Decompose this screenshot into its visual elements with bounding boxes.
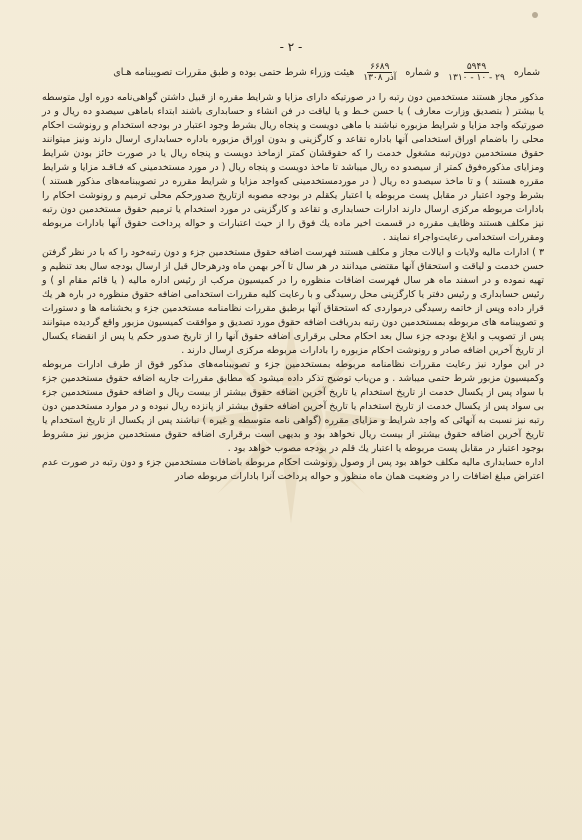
header-suffix: هیئت وزراء شرط حتمی بوده و طبق مقررات تصویبنامه هـای [113, 67, 355, 78]
punch-mark [532, 12, 538, 18]
paragraph-1: مذکور مجاز هستند مستخدمین دون رتبه را در صورتیکه دارای مزایا و شرایط مقرره از قبیل داشتن گواهی‌نامه دوره اول متوسطه یا بیشتر ( بتصدیق وزارت معارف ) یا حسن خـط و یا لیاقت در فن انشاء و حسابداری باشند ابتداء باماهی سیصدو ده ریال و در صورتیکه واجد مزایا و شرایط مزبوره نباشند با ماهی دویست و پنجاه ریال بشرط وجود اعتبار در بودجه استخدام و رونوشت احکام محلی را باضمام اوراق استخدامی آنها باداره تقاعد و کارگزینی و بدون اوراق مزبوره باداره حسابداری ارسال دارند ونیز میتوانند حقوق مستخدمین دون‌رتبه مشغول خدمت را که حقوقشان کمتر ازماخذ دویست و پنجاه ریال یا در صورت حائز بودن شرایط ومزایای مذکوره‌فوق کمتر از سیصدو ده ریال میباشد تا ماخذ دویست و پنجاه ریال ( در مورد مستخدمینی که فـاقـد مزایا و شرایط مقرره هستند ) و تا ماخذ سیصدو ده ریال ( در موردمستخدمینی که‌واجد مزایا و شرایط مقرره در تصویبنامه‌های مذکور هستند ) بشرط وجود اعتبار در مقابل پست مربوطه یا اعتبار یکقلم در بودجه مصوبه ازتاریخ صدورحکم محلی ترمیم و رونوشت احکام را بادارات مربوطه مرکزی ارسال دارند ادارات حسابداری و تقاعد و کارگزینی در مورد استخدام یا ترمیم حقوق مستخدمین دون رتبه نیز مکلف هستند وظایف مقرره در قسمت اخیر ماده یك فوق را از حیث اعتبارات و حواله پرداخت حقوق آنها بادارات مربوطه ومقررات استخدامی رعایت‌واجراء نمایند . [42, 92, 544, 244]
header-middle: و شماره [405, 67, 440, 78]
reference-date-2: آذر ۱۳۰۸ [363, 73, 397, 83]
paragraph-2: ۳ ) ادارات مالیه ولایات و ایالات مجاز و مکلف هستند فهرست اضافه حقوق مستخدمین جزء و دون رتبه‌خود را که با در نظر گرفتن حسن خدمت و لیاقت و استحقاق آنها مقتضی میدانند در هر سال تا آخر بهمن ماه ودرهرحال قبل از ارسال بودجه سال بعد تنظیم و تهیه نموده و در اسفند ماه هر سال فهرست اضافات منظوره را در کمیسیون مرکب از رئیس اداره مالیه ( یا قائم مقام او ) و رئیس حسابداری و رئیس دفتر یا کارگزینی محل رسیدگی و با رعایت کلیه مقررات استخدامی اضافه حقوق منظوره در باره هر یك قرار داده وپس از خاتمه رسیدگی درمواردی که استحقاق آنها برطبق مقررات نظامنامه مستخدمین جزء و بخشنامه ها و دستورات و تصویبنامه های مربوطه بمستخدمین دون رتبه بدریافت اضافه حقوق مورد تصدیق و موافقت کمیسیون مزبور واقع گردیده میتوانند پس از تصویب و ابلاغ بودجه جزء سال بعد احکام محلی برقراری اضافه حقوق آنها را از تاریخ صدور حکم یا پس از انقضاء یکسال از تاریخ آخرین اضافه صادر و رونوشت احکام مزبوره را بادارات مربوطه مرکزی ارسال دارند . [42, 246, 544, 356]
page-number: - ۲ - [279, 40, 303, 54]
reference-number-1: ۵۹۴۹ [464, 62, 489, 73]
paragraph-4: اداره حسابداری مالیه مکلف خواهد بود پس از وصول رونوشت احکام مربوطه باضافات مستخدمین جزء و دون رتبه در صورت عدم اعتراض مبلغ اضافات را در وضعیت همان ماه منظور و حواله پرداخت آنرا بادارات مربوطه صادر [42, 457, 544, 483]
header-reference-line [44, 62, 540, 83]
document-body [42, 91, 544, 484]
reference-fraction-1 [445, 62, 508, 83]
paragraph-3: در این موارد نیز رعایت مقررات نظامنامه مربوطه بمستخدمین جزء و تصویبنامه‌های مذکور فوق از طرف ادارات مربوطه وکمیسیون مزبور شرط حتمی میباشد . و من‌باب توضیح تذکر داده میشود که مطابق مقررات جاریه اضافه حقوق مستخدمین جزء با سواد پس از یکسال خدمت از تاریخ استخدام یا تاریخ آخرین اضافه حقوق بیشتر از بیست ریال و اضافه حقوق مستخدمین جزء بی سواد پس از یکسال خدمت از تاریخ استخدام یا تاریخ آخرین اضافه حقوق بیشتر از پانزده ریال نبوده و در موارد مستخدمین دون رتبه نیز نسبت به آنهائی که واجد شرایط و مزایای مقرره (گواهی نامه متوسطه و غیره ) نباشند پس از یکسال از تاریخ استخدام یا تاریخ آخرین اضافه حقوق بیشتر از بیست ریال نخواهد بود و بدیهی است برقراری اضافه حقوق مستخدمین مزبور نیز مشروط بوجود اعتبار در مقابل پست مربوطه یا اعتبار یك قلم در بودجه مصوب خواهد بود . [42, 358, 544, 455]
reference-fraction-2 [360, 62, 399, 83]
reference-number-2: ۶۶۸۹ [367, 62, 392, 73]
reference-date-1: ۲۹ - ۱۰ - ۱۳۱۰ [448, 73, 505, 83]
header-prefix: شماره [513, 67, 540, 78]
